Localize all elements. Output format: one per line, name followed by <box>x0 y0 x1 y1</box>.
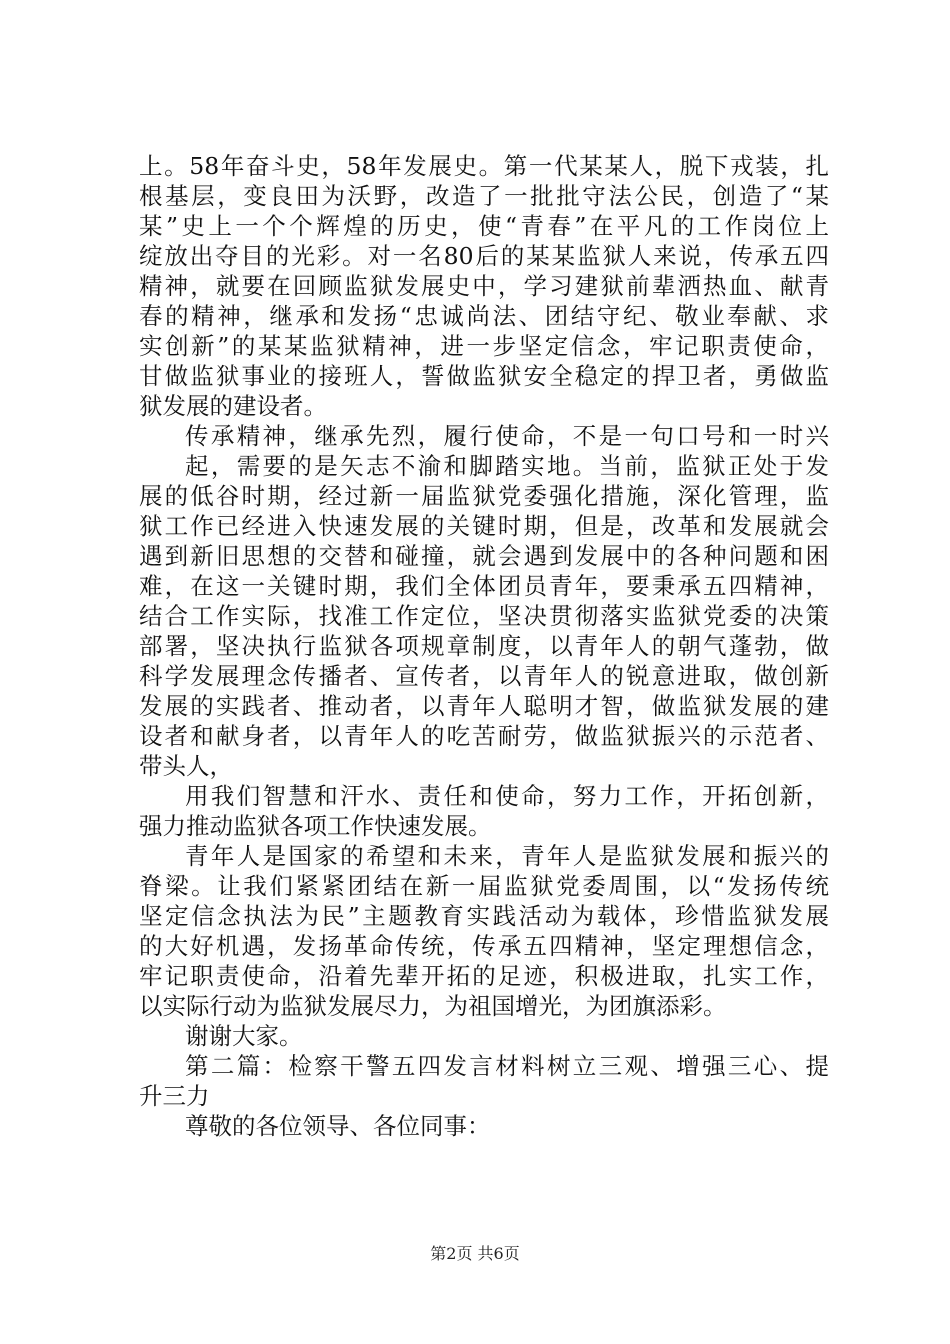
text-line: 强力推动监狱各项工作快速发展。 <box>139 812 492 840</box>
text-line: 某”史上一个个辉煌的历史，使“青春”在平凡的工作岗位上 <box>139 212 829 240</box>
section-heading-line: 升三力 <box>139 1082 210 1110</box>
text-line: 的大好机遇，发扬革命传统，传承五四精神，坚定理想信念， <box>139 932 829 960</box>
text-line: 绽放出夺目的光彩。对一名80后的某某监狱人来说，传承五四 <box>139 242 829 270</box>
section-heading-line: 第二篇：检察干警五四发言材料树立三观、增强三心、提 <box>185 1052 829 1080</box>
text-line: 坚定信念执法为民”主题教育实践活动为载体，珍惜监狱发展 <box>139 902 829 930</box>
text-line: 春的精神，继承和发扬“忠诚尚法、团结守纪、敬业奉献、求 <box>139 302 829 330</box>
text-line: 设者和献身者，以青年人的吃苦耐劳，做监狱振兴的示范者、 <box>139 722 829 750</box>
text-line: 脊梁。让我们紧紧团结在新一届监狱党委周围，以“发扬传统 <box>139 872 829 900</box>
text-line: 根基层，变良田为沃野，改造了一批批守法公民，创造了“某 <box>139 182 829 210</box>
page-number-footer: 第2页 共6页 <box>430 1244 520 1263</box>
text-line: 遇到新旧思想的交替和碰撞，就会遇到发展中的各种问题和困 <box>139 542 829 570</box>
text-line: 实创新”的某某监狱精神，进一步坚定信念，牢记职责使命， <box>139 332 829 360</box>
text-line-indented: 青年人是国家的希望和未来，青年人是监狱发展和振兴的 <box>185 842 829 870</box>
text-line: 发展的实践者、推动者，以青年人聪明才智，做监狱发展的建 <box>139 692 829 720</box>
text-line: 结合工作实际，找准工作定位，坚决贯彻落实监狱党委的决策 <box>139 602 829 630</box>
text-line: 狱发展的建设者。 <box>139 392 327 420</box>
text-line: 展的低谷时期，经过新一届监狱党委强化措施，深化管理，监 <box>139 482 829 510</box>
text-line-indented: 起，需要的是矢志不渝和脚踏实地。当前，监狱正处于发 <box>185 452 829 480</box>
text-line: 狱工作已经进入快速发展的关键时期，但是，改革和发展就会 <box>139 512 829 540</box>
text-line: 科学发展理念传播者、宣传者，以青年人的锐意进取，做创新 <box>139 662 829 690</box>
text-line-indented: 谢谢大家。 <box>185 1022 303 1050</box>
text-line: 牢记职责使命，沿着先辈开拓的足迹，积极进取，扎实工作， <box>139 962 829 990</box>
text-line: 以实际行动为监狱发展尽力，为祖国增光，为团旗添彩。 <box>139 992 727 1020</box>
text-line: 精神，就要在回顾监狱发展史中，学习建狱前辈洒热血、献青 <box>139 272 829 300</box>
salutation-line: 尊敬的各位领导、各位同事： <box>185 1112 491 1140</box>
text-line: 带头人， <box>139 752 233 780</box>
text-line: 部署，坚决执行监狱各项规章制度，以青年人的朝气蓬勃，做 <box>139 632 829 660</box>
text-line-indented: 用我们智慧和汗水、责任和使命，努力工作，开拓创新， <box>185 782 829 810</box>
text-line: 难，在这一关键时期，我们全体团员青年，要秉承五四精神， <box>139 572 829 600</box>
document-body <box>139 151 829 1141</box>
text-line-indented: 传承精神，继承先烈，履行使命，不是一句口号和一时兴 <box>185 422 829 450</box>
text-line: 甘做监狱事业的接班人，誓做监狱安全稳定的捍卫者，勇做监 <box>139 362 829 390</box>
text-line: 上。58年奋斗史，58年发展史。第一代某某人，脱下戎装，扎 <box>139 152 829 180</box>
